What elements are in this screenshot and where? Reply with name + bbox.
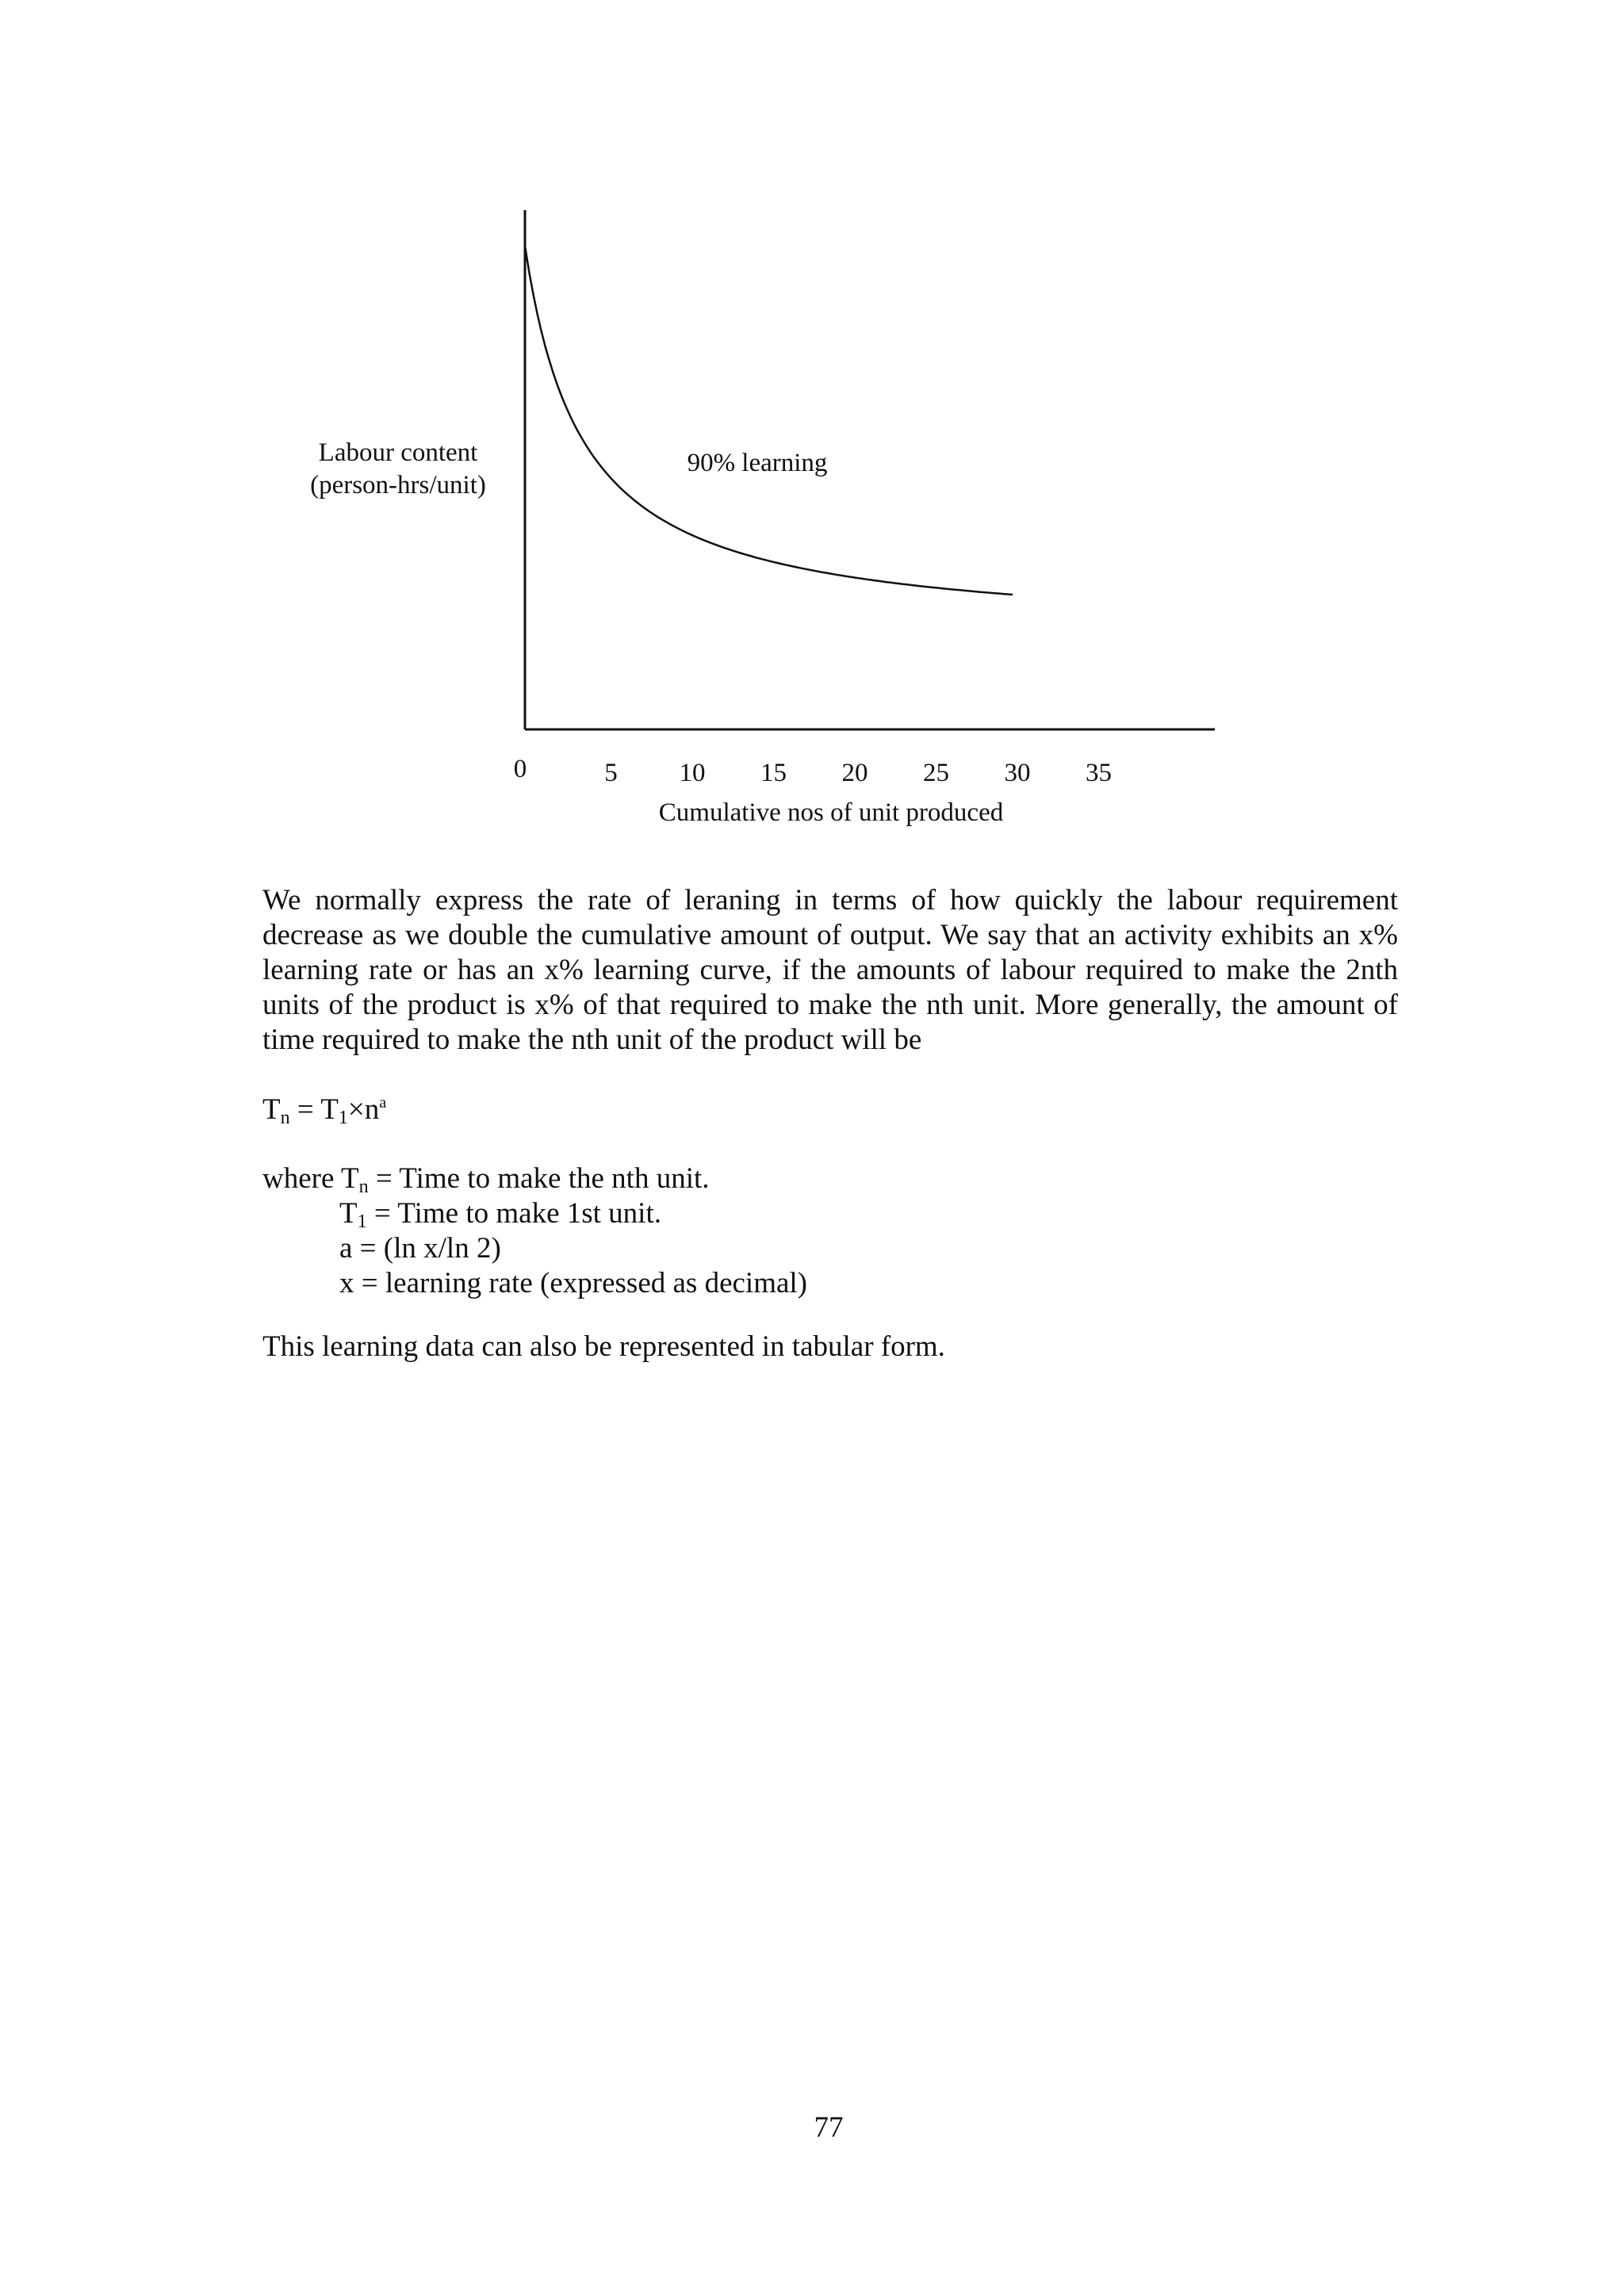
x-axis-label: Cumulative nos of unit produced (658, 798, 1004, 827)
definition-x: x = learning rate (expressed as decimal) (339, 1267, 807, 1299)
x-tick-label: 25 (923, 759, 949, 787)
x-tick-label: 20 (841, 759, 868, 787)
y-axis-label-line1: Labour content (318, 438, 478, 467)
x-tick-labels (514, 755, 1112, 787)
x-tick-label: 0 (513, 755, 527, 783)
x-tick-label: 30 (1004, 759, 1031, 787)
learning-formula: $T_n = T_1\times n^a$ (262, 1093, 387, 1128)
y-axis-label-line2: (person-hrs/unit) (310, 471, 486, 499)
x-tick-label: 35 (1086, 759, 1112, 787)
x-tick-label: 10 (679, 759, 706, 787)
closing-sentence: This learning data can also be represented in tabular form. (262, 1330, 945, 1363)
definition-a: a = (ln x/ln 2) (339, 1232, 501, 1265)
variable-definitions (262, 1161, 1398, 1301)
x-tick-label: 15 (760, 759, 787, 787)
definition-tn: where $T_n$ = Time to make the nth unit. (262, 1162, 710, 1197)
page-number: 77 (814, 2111, 844, 2144)
definition-t1: $T_1$ = Time to make 1st unit. (339, 1197, 661, 1232)
series-label: 90% learning (687, 449, 828, 477)
x-tick-label: 5 (604, 759, 618, 787)
learning-curve-chart (0, 0, 1624, 856)
learning-curve-line (525, 246, 1013, 595)
body-paragraph: We normally express the rate of leraning in terms of how quickly the labour requirement decrease as we double the cumulative amount of output. We say that an activity exhibits an x% learning rate or has an x% learning curve, if the amounts of labour required to make the 2nth units of the product is x% of that required to make the nth unit. More generally, the amount of time required to make the nth unit of the product will be (262, 884, 1398, 1056)
